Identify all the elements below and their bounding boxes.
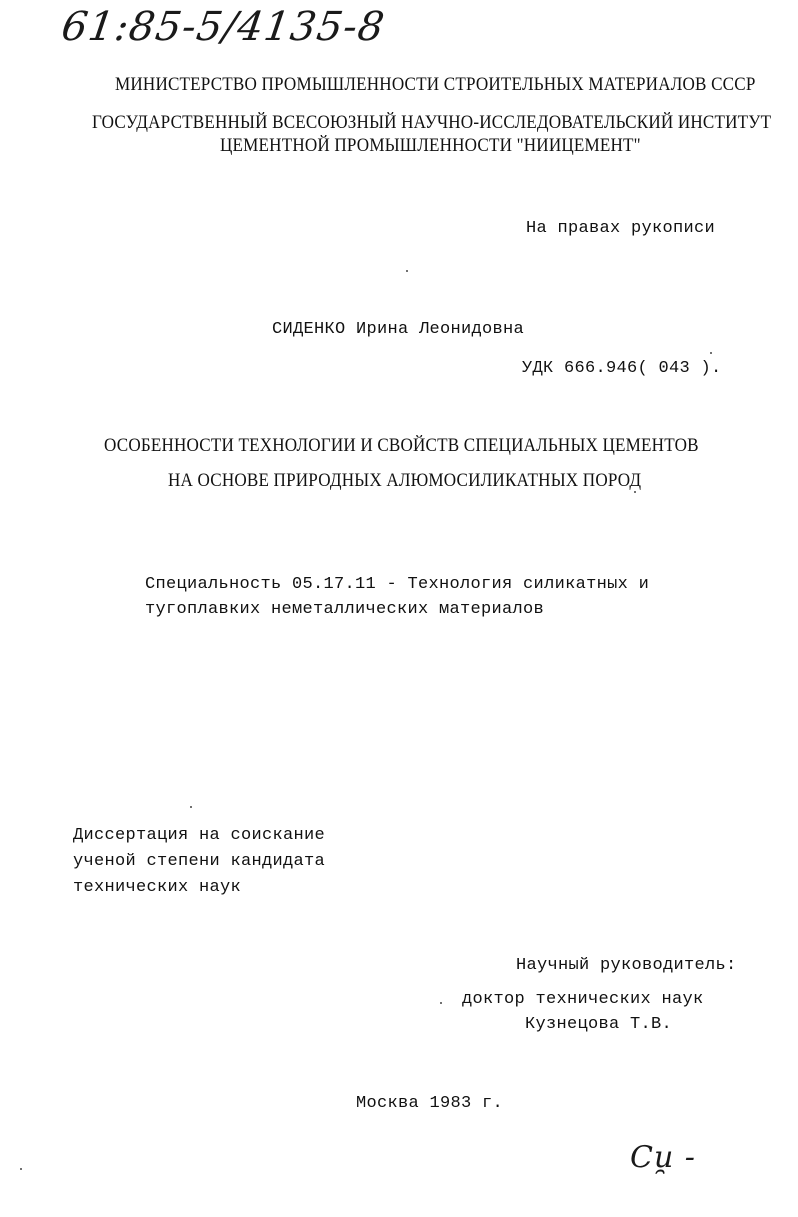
specialty-line2: тугоплавких неметаллических материалов [145, 600, 545, 619]
specialty-line1: Специальность 05.17.11 - Технология силикатных и [145, 575, 650, 594]
scan-speck [190, 806, 192, 808]
supervisor-degree: доктор технических наук [462, 990, 704, 1009]
handwritten-signature: Си̯ - [630, 1140, 696, 1175]
udc-code: УДК 666.946( 043 ). [522, 359, 722, 378]
dissertation-note-line1: Диссертация на соискание [73, 826, 326, 845]
archive-number-handwritten: 61:85-5/4135-8 [58, 4, 388, 50]
manuscript-rights-label: На правах рукописи [526, 219, 716, 238]
dissertation-note-line2: ученой степени кандидата [73, 852, 326, 871]
author-name: СИДЕНКО Ирина Леонидовна [272, 320, 525, 339]
place-and-year: Москва 1983 г. [356, 1094, 504, 1113]
institute-heading-line2: ЦЕМЕНТНОЙ ПРОМЫШЛЕННОСТИ "НИИЦЕМЕНТ" [220, 135, 641, 156]
scan-speck [710, 352, 712, 354]
supervisor-label: Научный руководитель: [516, 956, 737, 975]
institute-heading-line1: ГОСУДАРСТВЕННЫЙ ВСЕСОЮЗНЫЙ НАУЧНО-ИССЛЕДОВАТЕЛЬСКИЙ ИНСТИТУТ [92, 112, 772, 133]
scan-speck [634, 491, 636, 493]
scan-speck [20, 1168, 22, 1170]
scan-speck [406, 270, 408, 272]
dissertation-title-line1: ОСОБЕННОСТИ ТЕХНОЛОГИИ И СВОЙСТВ СПЕЦИАЛЬНЫХ ЦЕМЕНТОВ [104, 435, 699, 456]
dissertation-title-line2: НА ОСНОВЕ ПРИРОДНЫХ АЛЮМОСИЛИКАТНЫХ ПОРОД [168, 470, 642, 491]
dissertation-note-line3: технических наук [73, 878, 242, 897]
supervisor-name: Кузнецова Т.В. [525, 1015, 673, 1034]
ministry-heading: МИНИСТЕРСТВО ПРОМЫШЛЕННОСТИ СТРОИТЕЛЬНЫХ МАТЕРИАЛОВ СССР [115, 74, 756, 95]
scan-speck [440, 1002, 442, 1004]
